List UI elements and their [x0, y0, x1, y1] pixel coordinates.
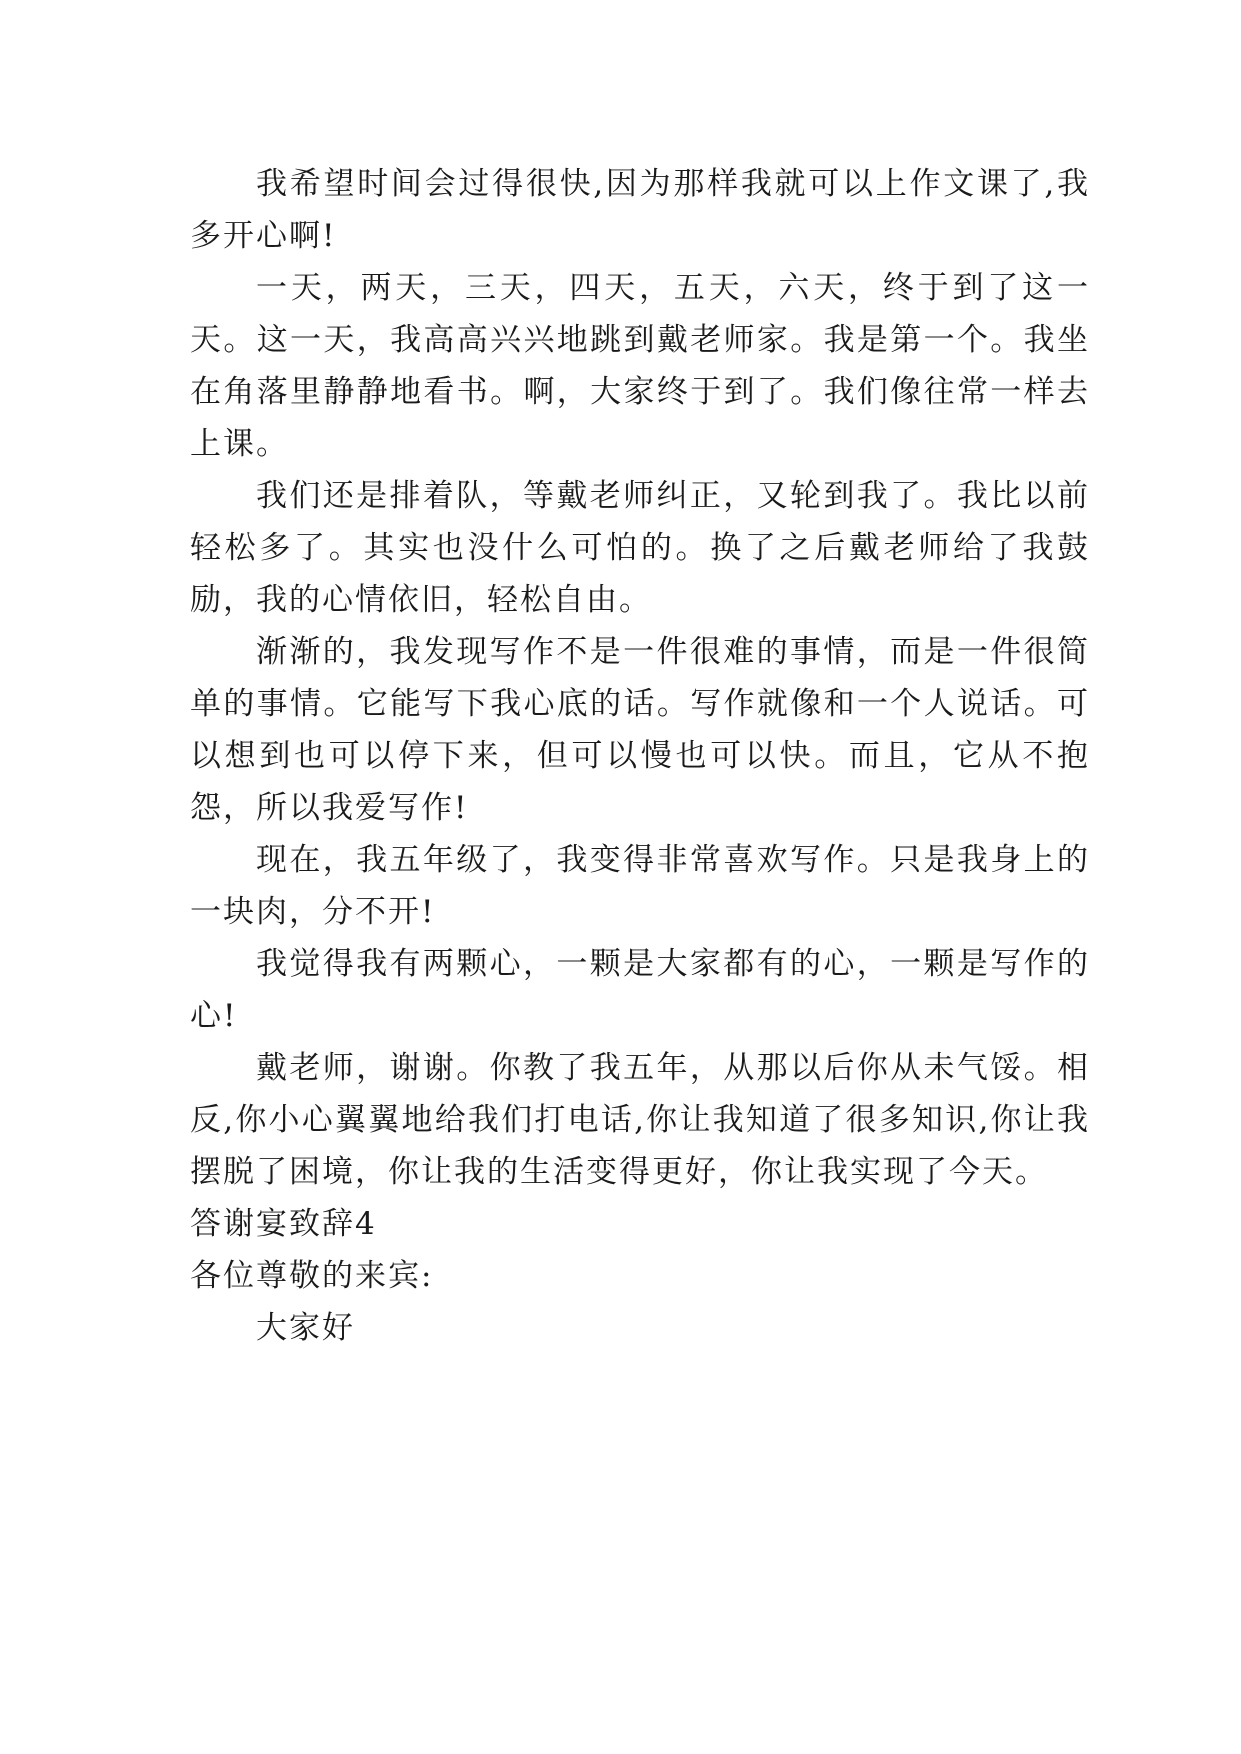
salutation: 各位尊敬的来宾:	[190, 1258, 434, 1294]
paragraph-days: 一天，两天，三天，四天，五天，六天，终于到了这一天。这一天，我高高兴兴地跳到戴老师家。我是第一个。我坐在角落里静静地看书。啊，大家终于到了。我们像往常一样去上课。	[190, 270, 1090, 462]
greeting: 大家好	[256, 1310, 355, 1346]
paragraph-gradually: 渐渐的，我发现写作不是一件很难的事情，而是一件很简单的事情。它能写下我心底的话。写作就像和一个人说话。可以想到也可以停下来，但可以慢也可以快。而且，它从不抱怨，所以我爱写作!	[190, 634, 1090, 826]
document-body	[190, 158, 1090, 1354]
paragraph-fifth-grade: 现在，我五年级了，我变得非常喜欢写作。只是我身上的一块肉，分不开!	[190, 842, 1090, 930]
section-heading: 答谢宴致辞4	[190, 1206, 377, 1242]
paragraph-thanks-teacher: 戴老师，谢谢。你教了我五年，从那以后你从未气馁。相反,你小心翼翼地给我们打电话,你让我知道了很多知识,你让我摆脱了困境，你让我的生活变得更好，你让我实现了今天。	[190, 1050, 1090, 1190]
paragraph-two-hearts: 我觉得我有两颗心，一颗是大家都有的心，一颗是写作的心!	[190, 946, 1090, 1034]
paragraph-hope: 我希望时间会过得很快,因为那样我就可以上作文课了,我多开心啊!	[190, 166, 1090, 254]
paragraph-queue: 我们还是排着队，等戴老师纠正，又轮到我了。我比以前轻松多了。其实也没什么可怕的。换了之后戴老师给了我鼓励，我的心情依旧，轻松自由。	[190, 478, 1090, 618]
